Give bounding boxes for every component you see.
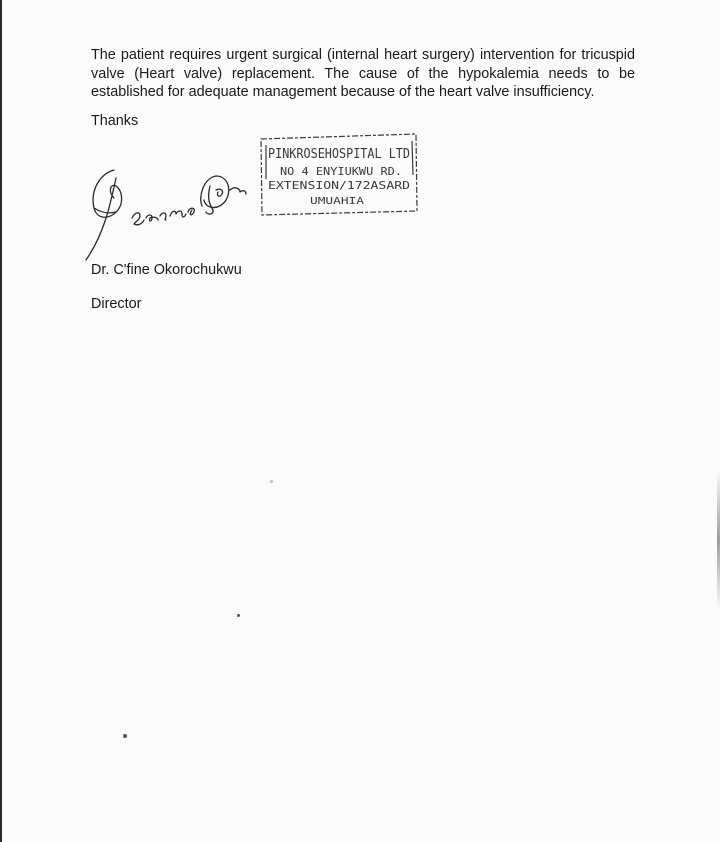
ink-speck <box>123 734 127 738</box>
signer-name: Dr. C'fine Okorochukwu <box>91 262 242 278</box>
handwritten-signature <box>80 156 250 266</box>
stamp-line-3: EXTENSION/172ASARD <box>268 180 410 192</box>
ink-speck <box>237 614 240 617</box>
closing-text: Thanks <box>91 113 139 129</box>
stamp-line-1: PINKROSEHOSPITAL LTD <box>268 146 410 162</box>
page-left-edge <box>0 0 2 842</box>
hospital-stamp <box>257 131 420 217</box>
stamp-line-2: NO 4 ENYIUKWU RD. <box>280 165 402 178</box>
stamp-line-4: UMUAHIA <box>310 196 364 207</box>
letter-body-paragraph: The patient requires urgent surgical (internal heart surgery) intervention for tricuspid valve (Heart valve) replacement. The cause of the hypokalemia needs to be established for adequate management because of the heart valve insufficiency. <box>91 47 635 100</box>
ink-speck <box>270 480 273 483</box>
signer-title: Director <box>91 296 142 312</box>
